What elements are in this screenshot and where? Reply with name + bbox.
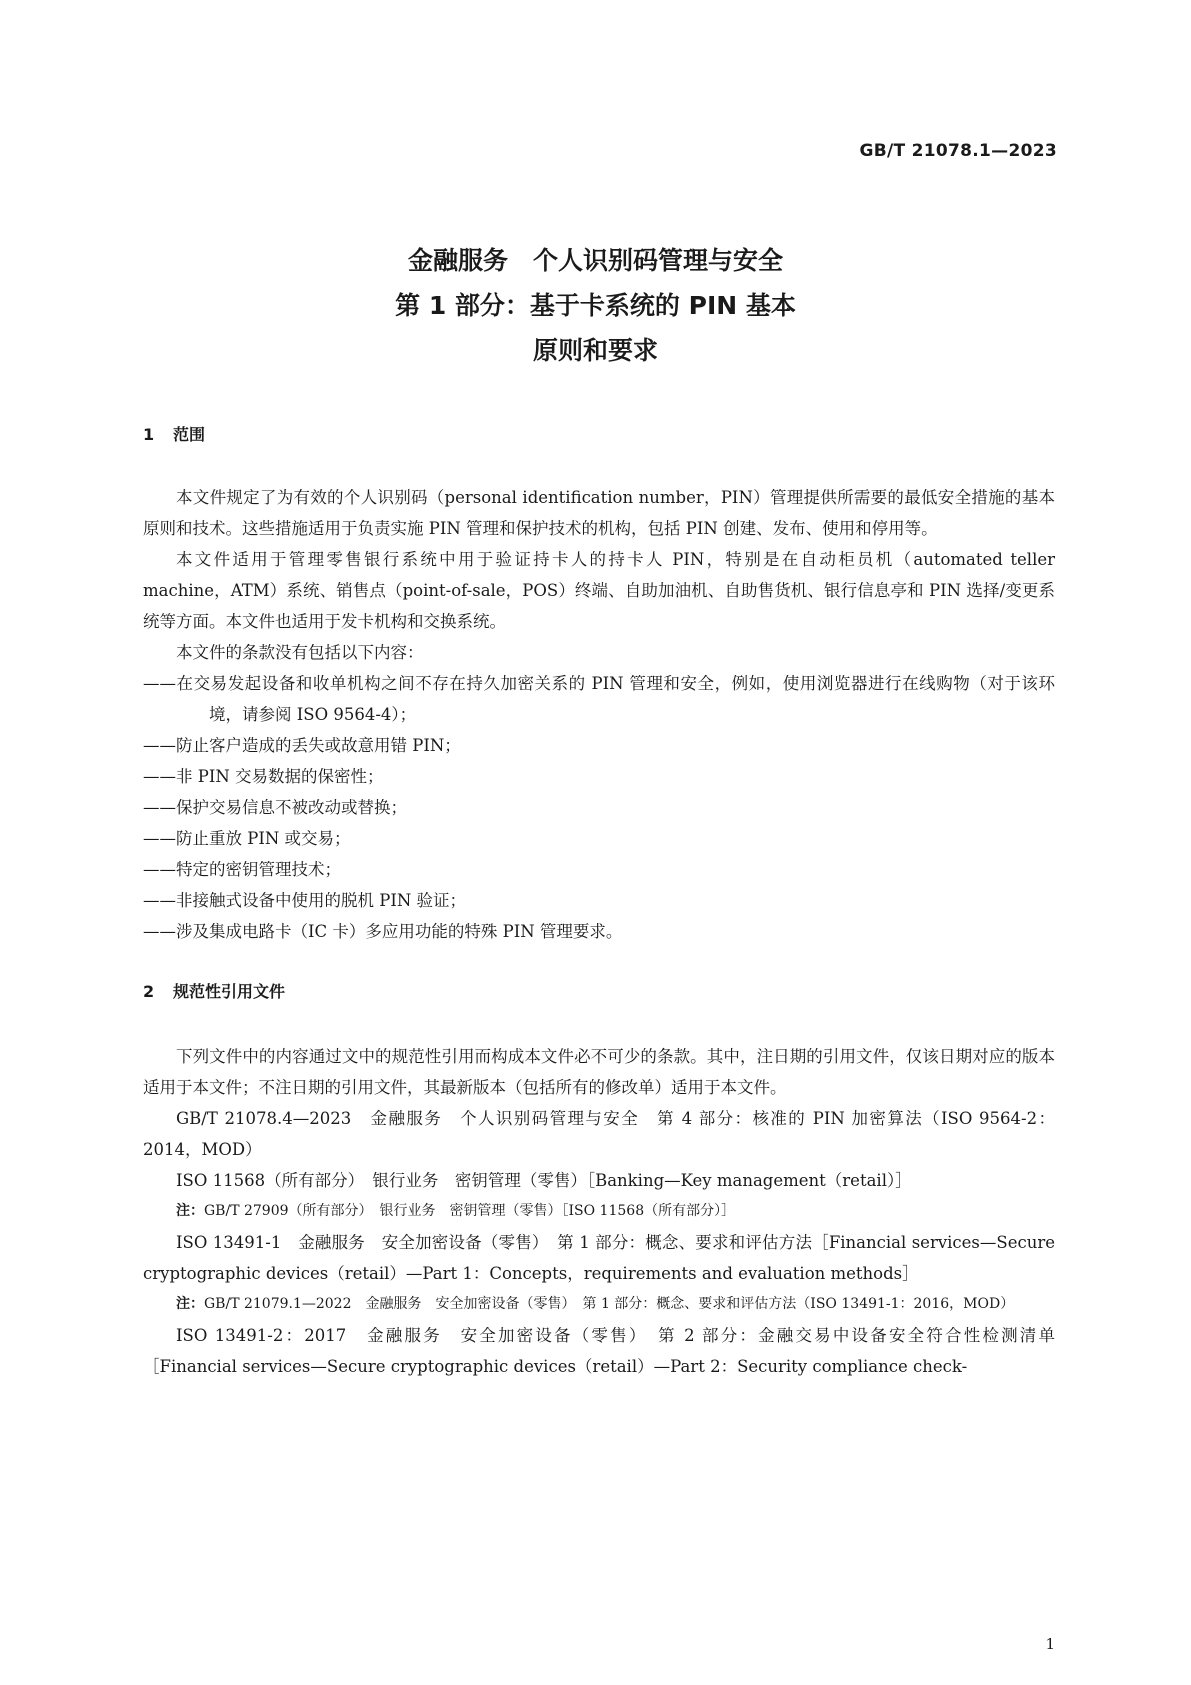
dash-marker: —— <box>143 829 176 848</box>
section-2-heading <box>143 981 1055 1003</box>
section-1-heading <box>143 424 1055 446</box>
document-body <box>143 424 1055 1382</box>
page-number: 1 <box>1045 1635 1055 1653</box>
dash-marker: —— <box>143 798 176 817</box>
title-line-1: 金融服务 个人识别码管理与安全 <box>407 246 783 275</box>
list-item: ——防止重放 PIN 或交易； <box>143 823 1055 854</box>
dash-marker: —— <box>143 674 176 693</box>
reference-note-2: 注：GB/T 21079.1—2022 金融服务 安全加密设备（零售） 第 1 部分：概念、要求和评估方法（ISO 13491-1：2016，MOD） <box>176 1296 1015 1312</box>
list-item: ——非接触式设备中使用的脱机 PIN 验证； <box>143 885 1055 916</box>
exclusion-list <box>143 668 1055 947</box>
reference-entry-4: ISO 13491-2：2017 金融服务 安全加密设备（零售） 第 2 部分：金融交易中设备安全符合性检测清单［Financial services—Secure cryptographic devices（retail）—Part 2：Security compliance check- <box>143 1326 1055 1376</box>
document-title <box>0 238 1191 373</box>
title-line-2: 第 1 部分：基于卡系统的 PIN 基本 <box>395 291 796 320</box>
reference-entry-1: GB/T 21078.4—2023 金融服务 个人识别码管理与安全 第 4 部分：核准的 PIN 加密算法（ISO 9564-2：2014，MOD） <box>143 1109 1055 1159</box>
dash-marker: —— <box>143 860 176 879</box>
note-label: 注： <box>176 1203 204 1219</box>
section-1-title: 范围 <box>173 425 206 444</box>
reference-note-1: 注：GB/T 27909（所有部分） 银行业务 密钥管理（零售）［ISO 11568（所有部分）］ <box>176 1203 736 1219</box>
section-2-title: 规范性引用文件 <box>173 982 286 1001</box>
list-item: ——防止客户造成的丢失或故意用错 PIN； <box>143 730 1055 761</box>
list-item: ——非 PIN 交易数据的保密性； <box>143 761 1055 792</box>
dash-marker: —— <box>143 767 176 786</box>
list-item: ——涉及集成电路卡（IC 卡）多应用功能的特殊 PIN 管理要求。 <box>143 916 1055 947</box>
standard-code: GB/T 21078.1—2023 <box>859 141 1057 161</box>
references-intro-paragraph: 下列文件中的内容通过文中的规范性引用而构成本文件必不可少的条款。其中，注日期的引用文件，仅该日期对应的版本适用于本文件；不注日期的引用文件，其最新版本（包括所有的修改单）适用于本文件。 <box>143 1047 1055 1097</box>
section-2-number: 2 <box>143 982 155 1001</box>
list-item: ——保护交易信息不被改动或替换； <box>143 792 1055 823</box>
title-line-3: 原则和要求 <box>532 336 658 365</box>
note-label: 注： <box>176 1296 204 1312</box>
scope-paragraph-1: 本文件规定了为有效的个人识别码（personal identification number，PIN）管理提供所需要的最低安全措施的基本原则和技术。这些措施适用于负责实施 PIN 管理和保护技术的机构，包括 PIN 创建、发布、使用和停用等。 <box>143 488 1055 538</box>
scope-paragraph-3: 本文件的条款没有包括以下内容： <box>176 643 424 662</box>
list-item: ——特定的密钥管理技术； <box>143 854 1055 885</box>
reference-entry-3: ISO 13491-1 金融服务 安全加密设备（零售） 第 1 部分：概念、要求和评估方法［Financial services—Secure cryptographic devices（retail）—Part 1：Concepts，requirements and evaluation methods］ <box>143 1233 1055 1283</box>
dash-marker: —— <box>143 922 176 941</box>
dash-marker: —— <box>143 891 176 910</box>
reference-entry-2: ISO 11568（所有部分） 银行业务 密钥管理（零售）［Banking—Key management（retail）］ <box>176 1171 912 1190</box>
list-item: ——在交易发起设备和收单机构之间不存在持久加密关系的 PIN 管理和安全，例如，使用浏览器进行在线购物（对于该环境，请参阅 ISO 9564-4）； <box>143 668 1055 730</box>
section-1-number: 1 <box>143 425 155 444</box>
scope-paragraph-2: 本文件适用于管理零售银行系统中用于验证持卡人的持卡人 PIN，特别是在自动柜员机（automated teller machine，ATM）系统、销售点（point-of-sale，POS）终端、自助加油机、自助售货机、银行信息亭和 PIN 选择/变更系统等方面。本文件也适用于发卡机构和交换系统。 <box>143 550 1055 631</box>
dash-marker: —— <box>143 736 176 755</box>
